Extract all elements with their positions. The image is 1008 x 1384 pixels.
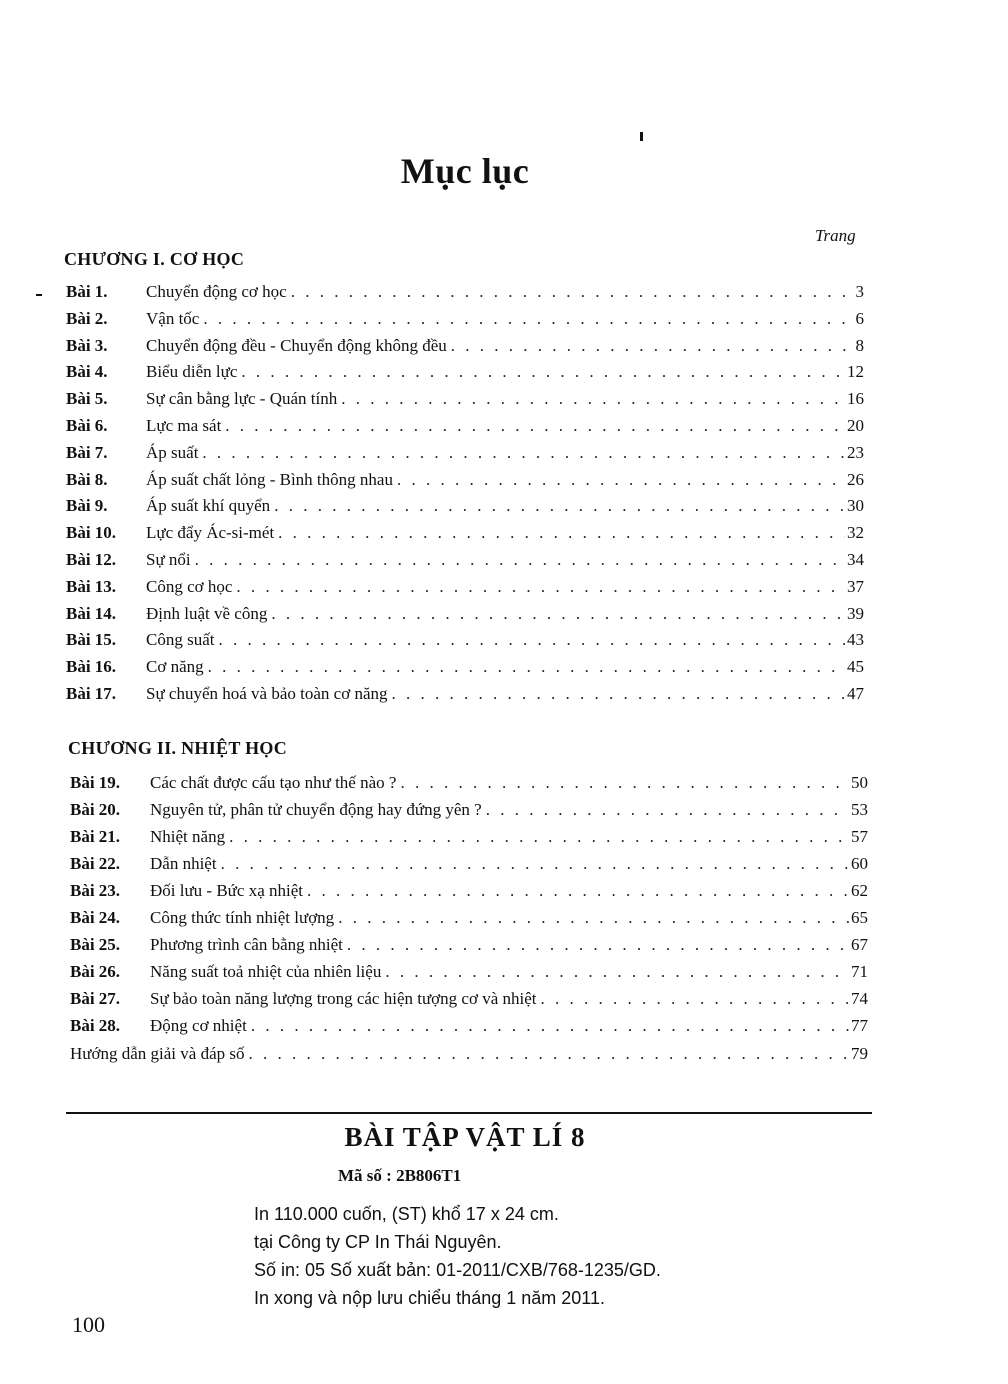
toc-page-number: 16 — [847, 389, 864, 409]
toc-leader — [400, 773, 849, 793]
toc-page-number: 50 — [851, 773, 868, 792]
scan-speck — [36, 294, 42, 296]
chapter-heading: CHƯƠNG I. CƠ HỌC — [64, 249, 245, 269]
toc-lesson-title: Chuyển động đều - Chuyển động không đều — [146, 335, 447, 355]
page-column-label: Trang — [815, 226, 856, 245]
toc-lesson-number: Bài 5. — [66, 389, 108, 409]
scan-speck — [640, 132, 643, 141]
toc-page-number: 37 — [847, 576, 864, 596]
toc-leader — [236, 577, 845, 597]
toc-lesson-number: Bài 7. — [66, 442, 108, 462]
toc-row — [66, 604, 864, 630]
toc-page-number: 47 — [847, 684, 864, 703]
toc-lesson-number: Bài 3. — [66, 335, 108, 355]
toc-leader — [307, 881, 849, 901]
toc-leader — [271, 604, 845, 624]
toc-lesson-title: Động cơ nhiệt — [150, 1016, 247, 1035]
toc-lesson-title: Lực đẩy Ác-si-mét — [146, 523, 275, 543]
toc-lesson-title: Sự nổi — [146, 550, 191, 569]
toc-lesson-number: Bài 6. — [66, 416, 108, 435]
toc-leader — [274, 496, 845, 516]
toc-lesson-number: Bài 25. — [70, 935, 121, 954]
toc-leader — [486, 800, 849, 820]
toc-leader — [251, 1016, 849, 1036]
toc-lesson-title: Vận tốc — [146, 308, 200, 328]
toc-lesson-number: Bài 17. — [66, 684, 117, 703]
toc-row — [70, 827, 868, 853]
toc-lesson-title: Đối lưu - Bức xạ nhiệt — [150, 881, 303, 900]
toc-lesson-number: Bài 14. — [66, 603, 117, 623]
toc-row — [66, 550, 864, 576]
toc-leader — [202, 443, 845, 463]
toc-page-number: 20 — [847, 416, 864, 435]
toc-leader — [347, 935, 849, 955]
toc-guide-page: 79 — [851, 1044, 868, 1063]
toc-lesson-number: Bài 24. — [70, 908, 121, 927]
toc-page-number: 67 — [851, 935, 868, 954]
toc-row — [66, 470, 864, 496]
toc-row — [66, 496, 864, 522]
print-info-line: In 110.000 cuốn, (ST) khổ 17 x 24 cm. — [254, 1204, 559, 1224]
toc-leader — [341, 389, 845, 409]
toc-row — [70, 962, 868, 988]
toc-page-number: 77 — [851, 1016, 868, 1035]
toc-row — [66, 309, 864, 335]
toc-leader — [278, 523, 845, 543]
toc-page-number: 3 — [855, 282, 864, 301]
toc-leader — [541, 989, 850, 1009]
toc-leader — [195, 550, 845, 570]
toc-lesson-title: Áp suất chất lỏng - Bình thông nhau — [146, 469, 393, 489]
print-info-line: tại Công ty CP In Thái Nguyên. — [254, 1232, 502, 1252]
toc-lesson-number: Bài 21. — [70, 827, 121, 846]
toc-page-number: 60 — [851, 854, 868, 873]
toc-page-number: 34 — [847, 550, 864, 569]
toc-page-number: 62 — [851, 881, 868, 900]
toc-row — [70, 773, 868, 799]
toc-row — [70, 1016, 868, 1042]
toc-lesson-number: Bài 22. — [70, 854, 121, 873]
print-info-line: In xong và nộp lưu chiểu tháng 1 năm 2011. — [254, 1288, 605, 1308]
book-title: BÀI TẬP VẬT LÍ 8 — [344, 1122, 586, 1152]
toc-lesson-number: Bài 8. — [66, 469, 108, 489]
divider — [66, 1112, 872, 1114]
toc-lesson-title: Biểu diễn lực — [146, 362, 238, 382]
toc-leader — [229, 827, 849, 847]
toc-lesson-number: Bài 20. — [70, 800, 121, 819]
toc-lesson-number: Bài 15. — [66, 630, 117, 650]
toc-lesson-number: Bài 16. — [66, 657, 117, 677]
toc-lesson-title: Công suất — [146, 630, 215, 650]
toc-row — [66, 362, 864, 388]
toc-lesson-title: Dẫn nhiệt — [150, 854, 217, 873]
toc-lesson-number: Bài 2. — [66, 308, 108, 328]
toc-leader — [203, 309, 853, 329]
toc-lesson-title: Các chất được cấu tạo như thế nào ? — [150, 773, 397, 792]
toc-lesson-number: Bài 28. — [70, 1016, 121, 1035]
toc-page-number: 53 — [851, 800, 868, 819]
toc-lesson-title: Công cơ học — [146, 576, 233, 596]
toc-lesson-number: Bài 19. — [70, 773, 121, 792]
toc-page-number: 74 — [851, 989, 868, 1008]
toc-page-number: 65 — [851, 908, 868, 927]
toc-lesson-title: Nhiệt năng — [150, 827, 226, 846]
page-title: Mục lục — [400, 151, 530, 191]
toc-guide-title: Hướng dẫn giải và đáp số — [70, 1044, 245, 1063]
toc-leader — [291, 282, 854, 302]
toc-lesson-number: Bài 13. — [66, 576, 117, 596]
toc-lesson-number: Bài 12. — [66, 550, 117, 569]
toc-lesson-title: Công thức tính nhiệt lượng — [150, 908, 335, 927]
toc-leader — [221, 854, 849, 874]
toc-lesson-number: Bài 9. — [66, 496, 108, 516]
toc-page-number: 23 — [847, 442, 864, 462]
toc-lesson-title: Lực ma sát — [146, 416, 222, 435]
toc-lesson-title: Phương trình cân bằng nhiệt — [150, 935, 343, 954]
toc-row — [66, 389, 864, 415]
toc-guide-row — [70, 1044, 868, 1070]
toc-lesson-number: Bài 10. — [66, 523, 117, 543]
toc-row — [70, 800, 868, 826]
toc-leader — [208, 657, 845, 677]
toc-lesson-number: Bài 1. — [66, 282, 108, 301]
toc-row — [66, 282, 864, 308]
page-number: 100 — [72, 1312, 105, 1337]
toc-leader — [248, 1044, 849, 1064]
toc-row — [70, 881, 868, 907]
toc-leader — [392, 684, 846, 704]
toc-leader — [225, 416, 845, 436]
toc-leader — [451, 336, 854, 356]
toc-page-number: 45 — [847, 657, 864, 677]
toc-lesson-title: Sự chuyển hoá và bảo toàn cơ năng — [146, 684, 388, 703]
book-code: Mã số : 2B806T1 — [338, 1166, 462, 1185]
toc-page-number: 71 — [851, 962, 868, 981]
toc-page-number: 30 — [847, 496, 864, 516]
toc-leader — [241, 362, 845, 382]
toc-page-number: 12 — [847, 362, 864, 382]
toc-row — [66, 577, 864, 603]
toc-lesson-title: Áp suất — [146, 442, 199, 462]
toc-row — [66, 443, 864, 469]
toc-page-number: 39 — [847, 603, 864, 623]
toc-page-number: 32 — [847, 523, 864, 543]
toc-lesson-title: Cơ năng — [146, 657, 204, 677]
toc-lesson-title: Áp suất khí quyển — [146, 496, 271, 516]
toc-leader — [218, 630, 845, 650]
toc-lesson-title: Sự cân bằng lực - Quán tính — [146, 389, 338, 409]
toc-row — [66, 684, 864, 710]
toc-row — [70, 935, 868, 961]
toc-page-number: 26 — [847, 469, 864, 489]
toc-row — [66, 416, 864, 442]
toc-lesson-number: Bài 4. — [66, 362, 108, 382]
toc-row — [66, 630, 864, 656]
toc-lesson-title: Sự bảo toàn năng lượng trong các hiện tượng cơ và nhiệt — [150, 989, 537, 1008]
toc-leader — [338, 908, 849, 928]
toc-lesson-title: Năng suất toả nhiệt của nhiên liệu — [150, 962, 382, 981]
toc-row — [66, 336, 864, 362]
toc-row — [70, 854, 868, 880]
toc-page-number: 57 — [851, 827, 868, 846]
toc-page-number: 8 — [855, 335, 864, 355]
toc-page-number: 6 — [855, 308, 864, 328]
toc-page-number: 43 — [847, 630, 864, 650]
toc-lesson-title: Chuyển động cơ học — [146, 282, 287, 301]
toc-lesson-number: Bài 26. — [70, 962, 121, 981]
toc-lesson-title: Nguyên tử, phân tử chuyển động hay đứng yên ? — [150, 800, 482, 819]
toc-row — [66, 657, 864, 683]
chapter-heading: CHƯƠNG II. NHIỆT HỌC — [68, 738, 288, 758]
print-info-line: Số in: 05 Số xuất bản: 01-2011/CXB/768-1235/GD. — [254, 1260, 661, 1280]
toc-leader — [385, 962, 849, 982]
toc-row — [66, 523, 864, 549]
toc-row — [70, 908, 868, 934]
toc-row — [70, 989, 868, 1015]
toc-lesson-number: Bài 23. — [70, 881, 121, 900]
toc-leader — [397, 470, 845, 490]
toc-lesson-number: Bài 27. — [70, 989, 121, 1008]
toc-lesson-title: Định luật về công — [146, 603, 268, 623]
